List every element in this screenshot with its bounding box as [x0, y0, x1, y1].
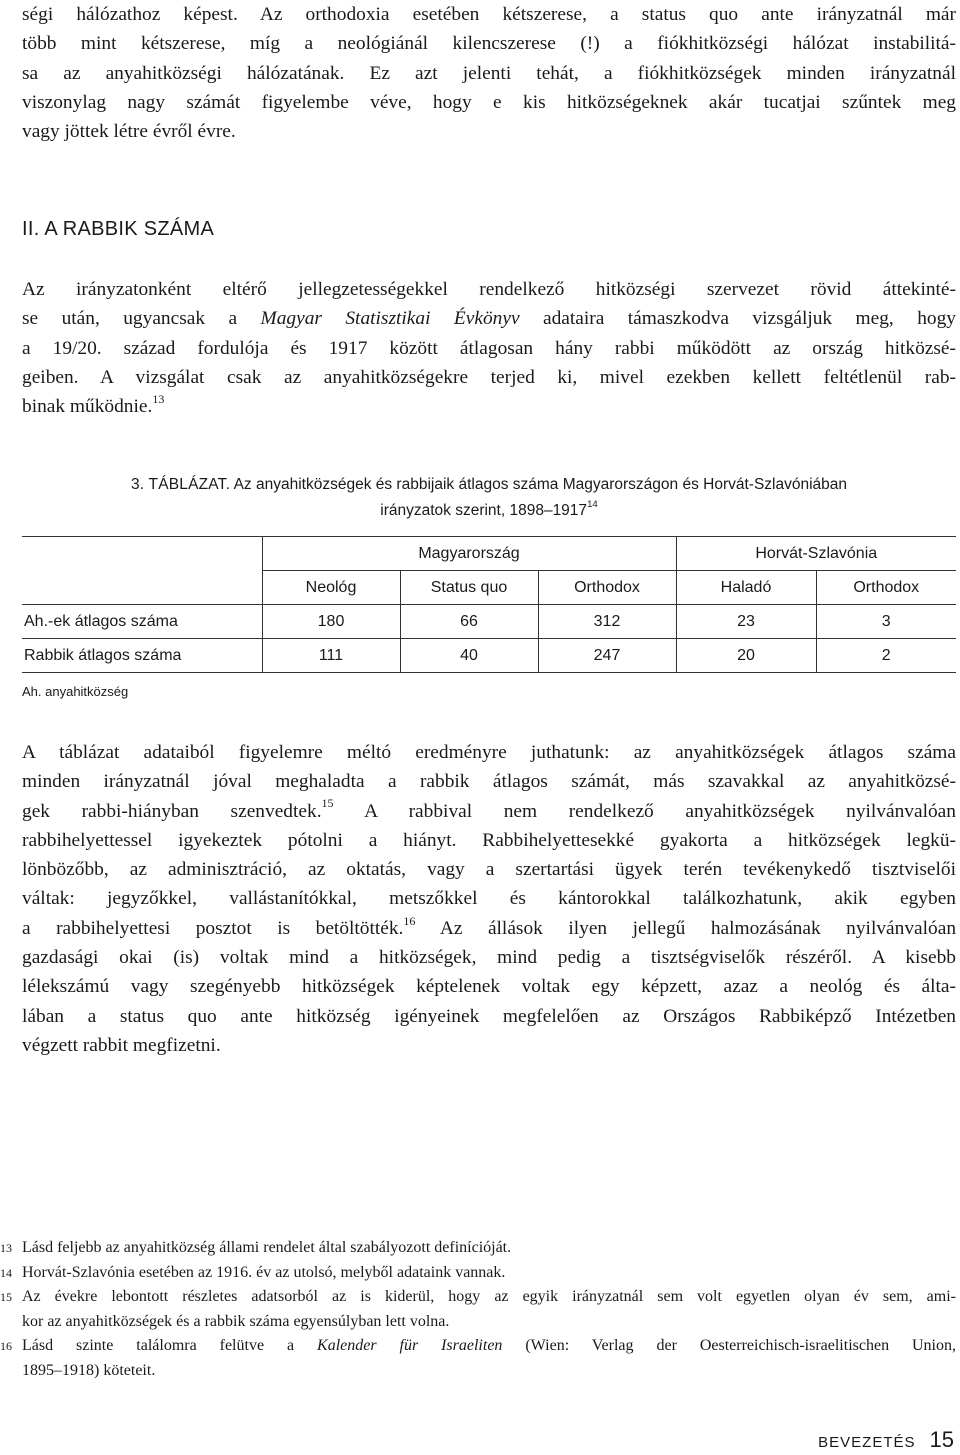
text-line: ségi hálózathoz képest. Az orthodoxia esetében kétszerese, a status quo ante irányzatnál már — [22, 4, 956, 25]
text-line — [22, 392, 956, 421]
italic-title: Magyar Statisztikai Évkönyv — [260, 308, 520, 330]
footnote-text: Az évekre lebontott részletes adatsorból az is kiderül, hogy az egyik irányzatnál sem volt egyetlen olyan év sem, ami- — [22, 1288, 956, 1305]
table-group-header-row — [22, 537, 956, 571]
footnote-ref-16[interactable]: 16 — [403, 913, 416, 928]
footnote-number: 15 — [0, 1290, 12, 1304]
table-corner — [22, 571, 262, 605]
footnote-text — [22, 1334, 956, 1359]
text-line: sa az anyahitközségi hálózatának. Ez azt jelenti tehát, a fiókhitközségek minden irányzatnál — [22, 62, 956, 84]
text-line — [22, 797, 956, 826]
footnote-16 — [0, 1334, 956, 1383]
row-header: Rabbik átlagos száma — [22, 639, 262, 673]
footnote-ref-14[interactable]: 14 — [587, 499, 598, 511]
caption-text: irányzatok szerint, 1898–1917 — [380, 502, 588, 519]
footnote-number: 16 — [0, 1339, 12, 1353]
footnote-13 — [0, 1236, 956, 1261]
table-caption — [22, 472, 956, 524]
text-line: lélekszámú vagy szegényebb hitközségek képtelenek voltak egy képzett, azaz a neológ és álta- — [22, 976, 956, 998]
table-corner — [22, 537, 262, 571]
text-line: minden irányzatnál jóval meghaladta a rabbik átlagos számát, más szavakkal az anyahitközsé- — [22, 771, 956, 793]
table-cell: 3 — [816, 605, 956, 639]
text-segment: binak működnie. — [22, 396, 153, 418]
text-line: vagy jöttek létre évről évre. — [22, 121, 236, 143]
footnote-text: Lásd feljebb az anyahitközség állami rendelet által szabályozott definícióját. — [22, 1239, 512, 1256]
table-cell: 23 — [676, 605, 816, 639]
text-line: geiben. A vizsgálat csak az anyahitközségekre terjed ki, mivel ezekben kellett feltétlenül rab- — [22, 366, 956, 388]
table-cell: 20 — [676, 639, 816, 673]
row-header: Ah.-ek átlagos száma — [22, 605, 262, 639]
table-cell: 312 — [538, 605, 676, 639]
table-abbreviation-note: Ah. anyahitközség — [22, 684, 129, 699]
column-header: Status quo — [400, 571, 538, 605]
page-footer — [818, 1427, 954, 1453]
footnote-14 — [0, 1261, 956, 1286]
paragraph-intro — [22, 0, 956, 146]
text-segment: (Wien: Verlag der Oesterreichisch-israelitischen Union, — [502, 1337, 956, 1354]
section-heading: II. A RABBIK SZÁMA — [22, 218, 215, 240]
running-section-title: BEVEZETÉS — [818, 1434, 916, 1451]
text-line: lában a status quo ante hitközség igényeinek megfelelően az Országos Rabbiképző Intézetben — [22, 1005, 956, 1027]
text-line: a 19/20. század fordulója és 1917 között átlagosan hány rabbi működött az ország hitközsé- — [22, 337, 956, 359]
data-table — [22, 536, 956, 673]
footnote-ref-15[interactable]: 15 — [321, 796, 334, 811]
text-segment: se után, ugyancsak a — [22, 308, 261, 330]
table-row — [22, 605, 956, 639]
text-line: váltak: jegyzőkkel, vallástanítókkal, metszőkkel és kántorokkal találkozhatunk, akik egyben — [22, 888, 956, 910]
text-segment: Lásd szinte találomra felütve a — [22, 1337, 318, 1354]
text-segment: Az állások ilyen jellegű halmozásának nyilvánvalóan — [415, 917, 957, 939]
text-segment: a rabbihelyettesi posztot is betöltötték. — [22, 917, 404, 939]
column-header: Neológ — [262, 571, 400, 605]
text-line: gazdasági okai (is) voltak mind a hitközségek, mind pedig a tisztségviselők részéről. A kisebb — [22, 947, 956, 969]
text-line: lönbözőbb, az adminisztráció, az oktatás, vagy a szertartási ügyek terén tevékenykedő tisztviselői — [22, 859, 956, 881]
table-cell: 247 — [538, 639, 676, 673]
footnote-number: 13 — [0, 1241, 12, 1255]
table-cell: 111 — [262, 639, 400, 673]
paragraph-rabbi-count — [22, 275, 956, 421]
footnote-text: kor az anyahitközségek és a rabbik száma egyensúlyban lett volna. — [22, 1312, 450, 1330]
text-line: végzett rabbit megfizetni. — [22, 1034, 221, 1056]
caption-text: Az anyahitközségek és rabbijaik átlagos száma Magyarországon és Horvát-Szlavóniában — [230, 476, 848, 493]
footnote-text: Horvát-Szlavónia esetében az 1916. év az utolsó, melyből adataink vannak. — [22, 1263, 506, 1281]
group-header: Horvát-Szlavónia — [676, 537, 956, 571]
footnote-ref-13[interactable]: 13 — [152, 391, 165, 406]
footnotes — [0, 1236, 960, 1383]
column-header: Orthodox — [538, 571, 676, 605]
footnote-text: 1895–1918) köteteit. — [22, 1361, 156, 1379]
table-column-header-row — [22, 571, 956, 605]
table-cell: 40 — [400, 639, 538, 673]
text-line: rabbihelyettessel igyekeztek pótolni a hiányt. Rabbihelyettesekké gyakorta a hitközségek legkü- — [22, 829, 956, 851]
group-header: Magyarország — [262, 537, 676, 571]
text-line: viszonylag nagy számát figyelembe véve, hogy e kis hitközségeknek akár tucatjai szűntek meg — [22, 91, 956, 113]
text-line — [22, 304, 956, 333]
italic-title: Kalender für Israeliten — [317, 1337, 503, 1354]
table-cell: 2 — [816, 639, 956, 673]
text-segment: gek rabbi-hiányban szenvedtek. — [22, 800, 322, 822]
paragraph-analysis — [22, 738, 956, 1060]
text-line: több mint kétszerese, míg a neológiánál kilencszerese (!) a fiókhitközségi hálózat instabilitá- — [22, 33, 956, 55]
caption-line — [22, 498, 956, 524]
text-segment: adataira támaszkodva vizsgáljuk meg, hogy — [519, 308, 956, 330]
table-cell: 180 — [262, 605, 400, 639]
caption-line — [22, 472, 956, 498]
footnote-number: 14 — [0, 1265, 12, 1280]
column-header: Orthodox — [816, 571, 956, 605]
text-line: Az irányzatonként eltérő jellegzetességekkel rendelkező hitközségi szervezet rövid áttekinté- — [22, 279, 956, 300]
page-number: 15 — [929, 1427, 954, 1452]
text-segment: A rabbival nem rendelkező anyahitközségek nyilvánvalóan — [333, 800, 956, 822]
text-line: A táblázat adataiból figyelemre méltó eredményre juthatunk: az anyahitközségek átlagos száma — [22, 742, 956, 763]
table-cell: 66 — [400, 605, 538, 639]
table-row — [22, 639, 956, 673]
caption-label: 3. TÁBLÁZAT. — [130, 476, 231, 493]
footnote-15 — [0, 1285, 956, 1334]
text-line — [22, 914, 956, 943]
column-header: Haladó — [676, 571, 816, 605]
